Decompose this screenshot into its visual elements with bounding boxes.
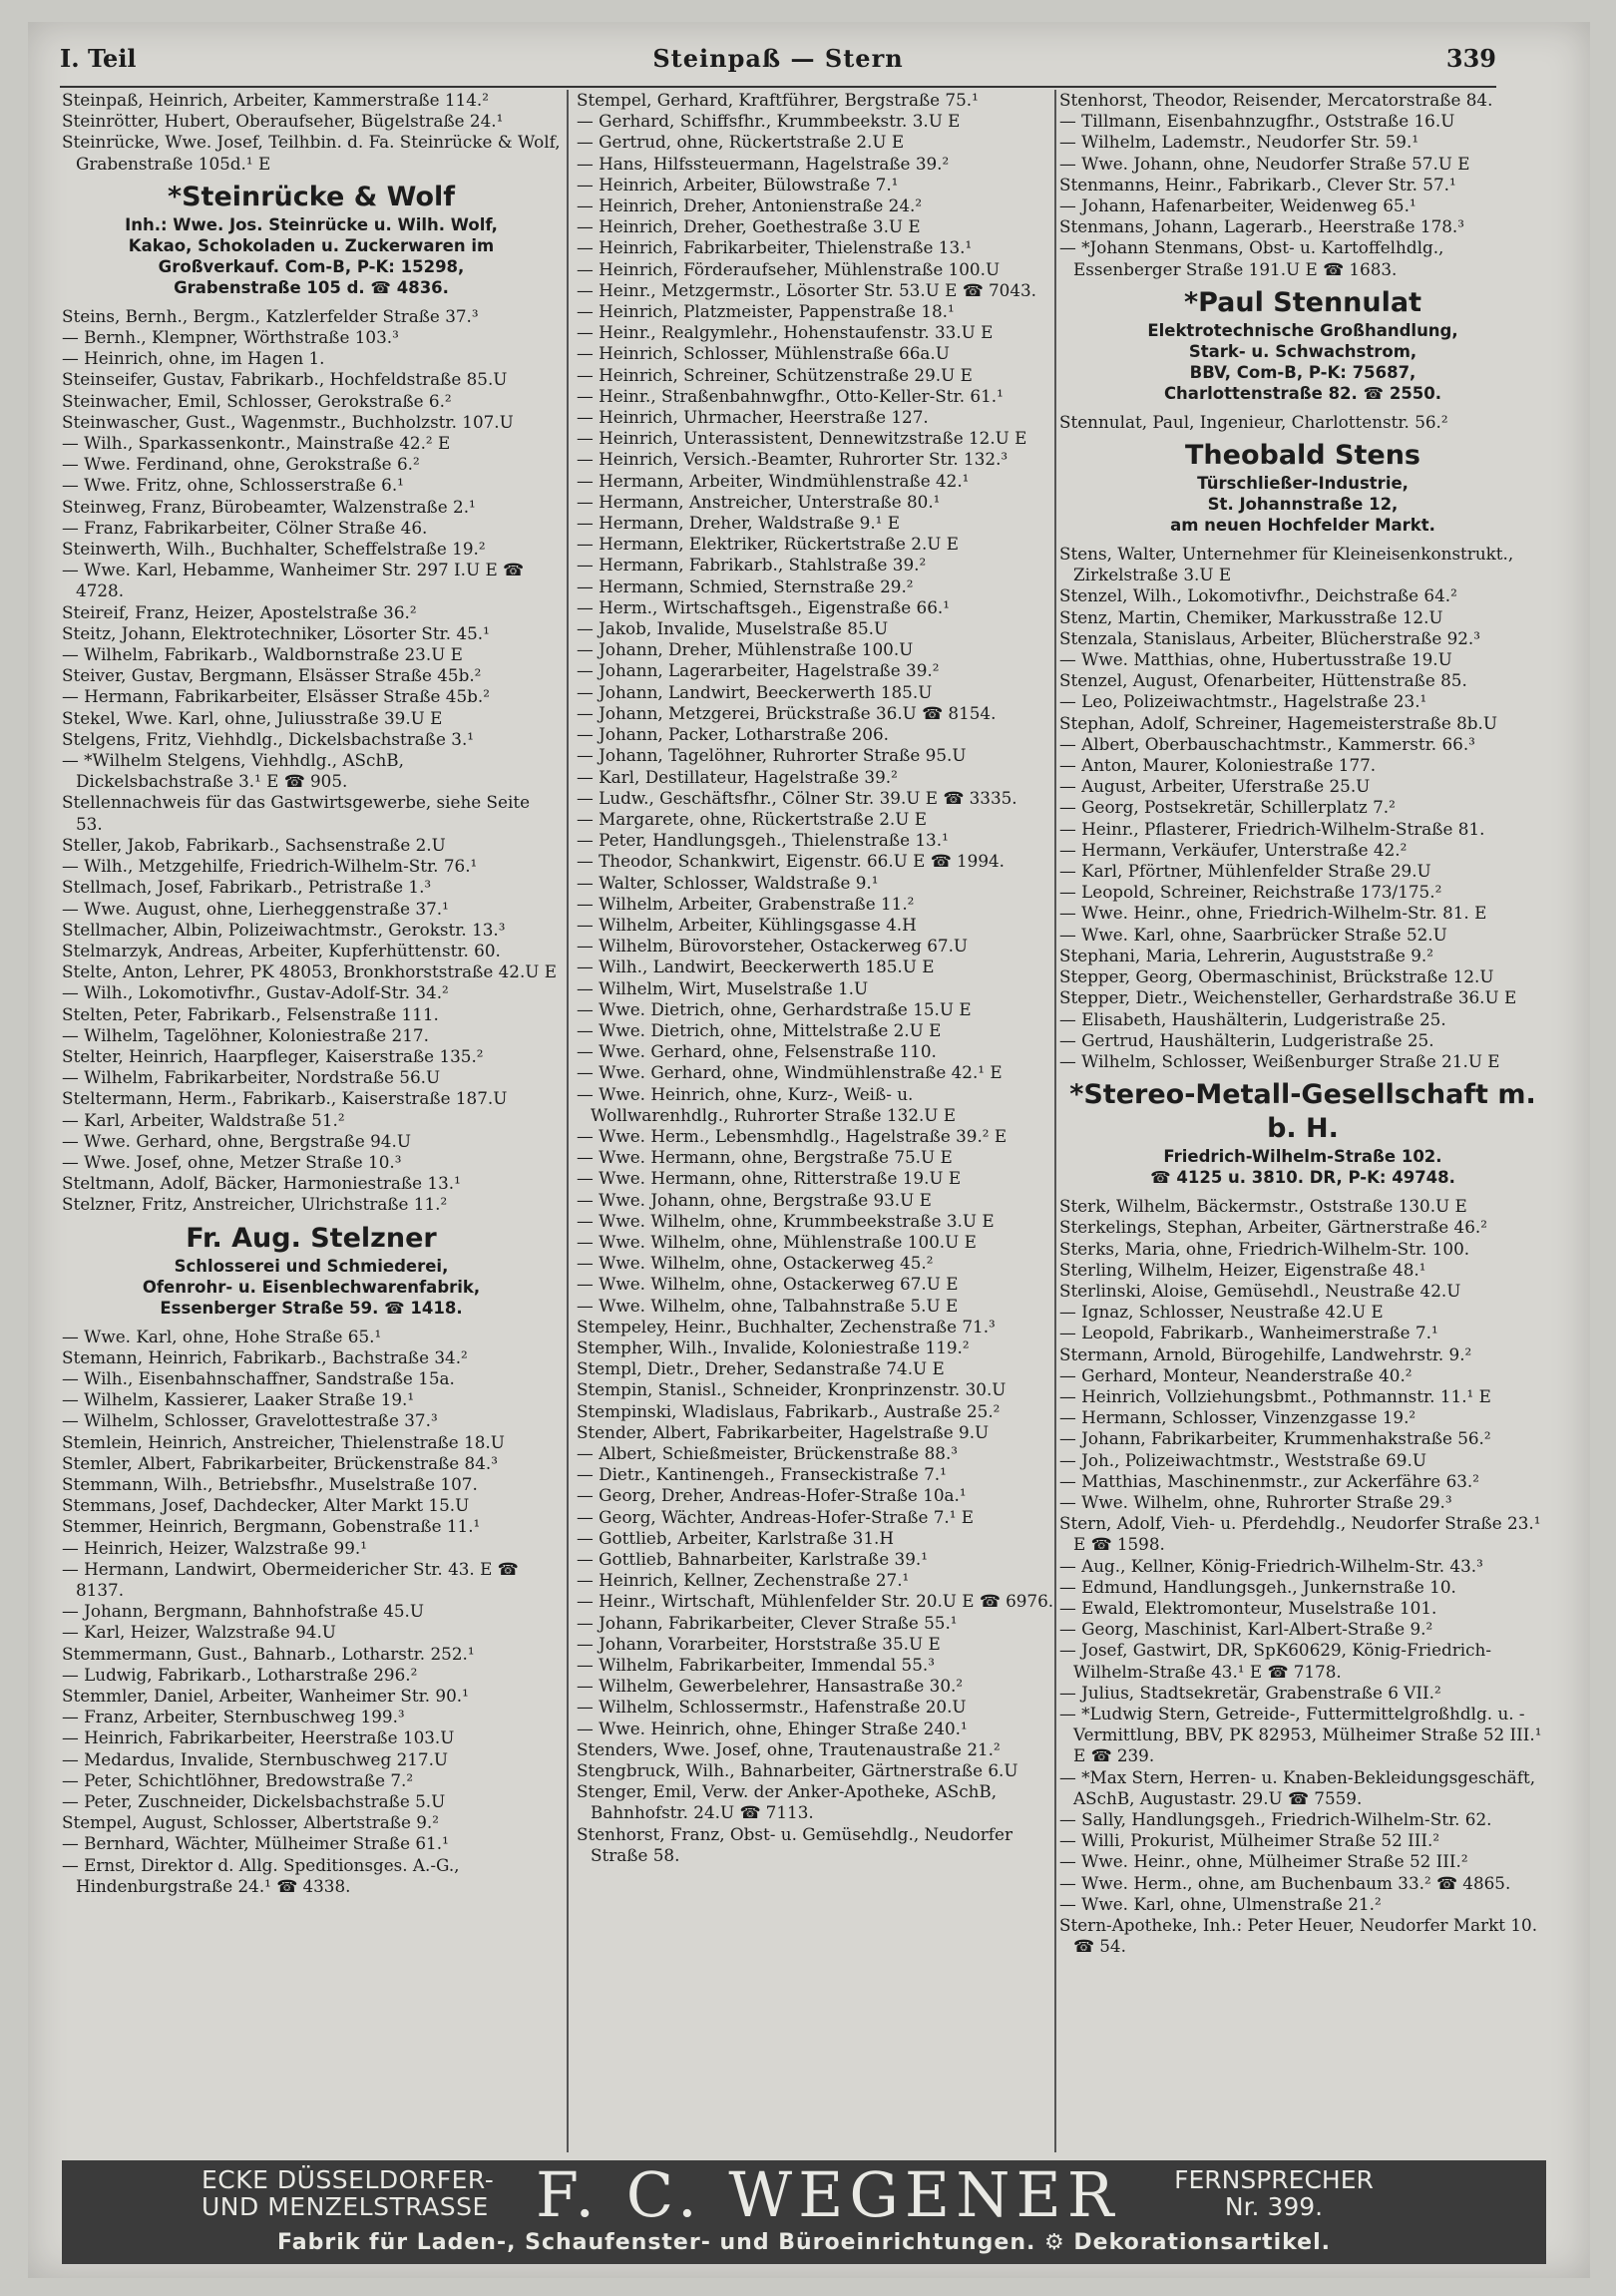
directory-entry: — Heinr., Realgymlehr., Hohenstaufenstr. 33.U E bbox=[577, 322, 994, 343]
directory-entry: Steinpaß, Heinrich, Arbeiter, Kammerstraße 114.² bbox=[62, 90, 489, 110]
directory-entry: Stempeley, Heinr., Buchhalter, Zechenstraße 71.³ bbox=[577, 1316, 996, 1337]
directory-entry: — Wwe. Karl, Hebamme, Wanheimer Str. 297 I.U E ☎ 4728. bbox=[62, 560, 524, 601]
directory-entry: — Heinrich, Dreher, Goethestraße 3.U E bbox=[577, 216, 921, 237]
directory-entry: — Gertrud, Haushälterin, Ludgeristraße 25. bbox=[1059, 1029, 1434, 1050]
advertisement-line: Essenberger Straße 59. ☎ 1418. bbox=[160, 1298, 463, 1318]
directory-entry: Stelgens, Fritz, Viehhdlg., Dickelsbachstraße 3.¹ bbox=[62, 728, 475, 749]
directory-entry: — Johann, Metzgerei, Brückstraße 36.U ☎ 8154. bbox=[577, 702, 997, 723]
directory-entry: — Joh., Polizeiwachtmstr., Weststraße 69.U bbox=[1059, 1449, 1426, 1470]
directory-entry: — Wilhelm, Arbeiter, Grabenstraße 11.² bbox=[577, 893, 915, 914]
directory-entry: Stenhorst, Theodor, Reisender, Mercatorstraße 84. bbox=[1059, 90, 1493, 110]
directory-entry: — Tillmann, Eisenbahnzugfhr., Oststraße 16.U bbox=[1059, 111, 1455, 132]
directory-entry: Sterk, Wilhelm, Bäckermstr., Oststraße 130.U E bbox=[1059, 1196, 1467, 1217]
directory-entry: — Wilhelm, Kassierer, Laaker Straße 19.¹ bbox=[62, 1389, 415, 1410]
column-3 bbox=[1059, 90, 1546, 2152]
directory-entry: — Wwe. Hermann, ohne, Ritterstraße 19.U E bbox=[577, 1168, 962, 1189]
directory-entry: — *Wilhelm Stelgens, Viehhdlg., ASchB, Dickelsbachstraße 3.¹ E ☎ 905. bbox=[62, 750, 404, 792]
directory-entry: Stemmann, Wilh., Betriebsfhr., Muselstraße 107. bbox=[62, 1473, 478, 1494]
directory-entry: — Hermann, Anstreicher, Unterstraße 80.¹ bbox=[577, 491, 941, 512]
directory-entry: — Wilhelm, Fabrikarbeiter, Nordstraße 56.U bbox=[62, 1067, 441, 1088]
directory-entry: — Wwe. Hermann, ohne, Bergstraße 75.U E bbox=[577, 1147, 953, 1168]
directory-entry: — Franz, Fabrikarbeiter, Cölner Straße 46. bbox=[62, 517, 428, 538]
directory-entry: Stenzala, Stanislaus, Arbeiter, Blücherstraße 92.³ bbox=[1059, 627, 1480, 648]
directory-entry: — Medardus, Invalide, Sternbuschweg 217.U bbox=[62, 1748, 449, 1769]
directory-entry: — Heinrich, Platzmeister, Pappenstraße 18.¹ bbox=[577, 301, 955, 322]
advertisement-title: Fr. Aug. Stelzner bbox=[186, 1222, 437, 1254]
directory-entry: Stellmacher, Albin, Polizeiwachtmstr., Gerokstr. 13.³ bbox=[62, 919, 506, 940]
directory-entry: Stemmler, Daniel, Arbeiter, Wanheimer Str. 90.¹ bbox=[62, 1686, 469, 1706]
directory-entry: Stempl, Dietr., Dreher, Sedanstraße 74.U E bbox=[577, 1358, 945, 1379]
directory-entry: — Wilhelm, Gewerbelehrer, Hansastraße 30.² bbox=[577, 1676, 964, 1697]
directory-entry: — Wwe. Karl, ohne, Ulmenstraße 21.² bbox=[1059, 1893, 1382, 1914]
directory-entry: — Wilh., Lokomotivfhr., Gustav-Adolf-Str. 34.² bbox=[62, 982, 449, 1003]
directory-entry: — Wilh., Eisenbahnschaffner, Sandstraße 15a. bbox=[62, 1367, 455, 1388]
directory-entry: — Wwe. Heinrich, ohne, Ehinger Straße 240.¹ bbox=[577, 1718, 968, 1738]
directory-entry: — *Max Stern, Herren- u. Knaben-Bekleidungsgeschäft, ASchB, Augustastr. 29.U ☎ 7559. bbox=[1059, 1766, 1536, 1808]
directory-entry: Steinwascher, Gust., Wagenmstr., Buchholzstr. 107.U bbox=[62, 411, 514, 432]
directory-entry: Stelmarzyk, Andreas, Arbeiter, Kupferhüttenstr. 60. bbox=[62, 940, 501, 960]
directory-entry: — Hans, Hilfssteuermann, Hagelstraße 39.² bbox=[577, 153, 950, 174]
directory-entry: — Johann, Bergmann, Bahnhofstraße 45.U bbox=[62, 1601, 425, 1622]
directory-entry: — Wwe. Johann, ohne, Bergstraße 93.U E bbox=[577, 1189, 932, 1210]
directory-entry: — Wwe. Ferdinand, ohne, Gerokstraße 6.² bbox=[62, 454, 420, 475]
directory-entry: — Hermann, Landwirt, Obermeidericher Str. 43. E ☎ 8137. bbox=[62, 1558, 519, 1600]
directory-entry: — Johann, Fabrikarbeiter, Clever Straße 55.¹ bbox=[577, 1612, 958, 1633]
directory-entry: — Wilhelm, Fabrikarb., Waldbornstraße 23.U E bbox=[62, 644, 463, 665]
directory-entry: — Johann, Hafenarbeiter, Weidenweg 65.¹ bbox=[1059, 195, 1416, 216]
directory-entry: Stenmans, Johann, Lagerarb., Heerstraße 178.³ bbox=[1059, 216, 1464, 237]
directory-entry: — Gottlieb, Arbeiter, Karlstraße 31.H bbox=[577, 1527, 894, 1548]
directory-entry: Stellennachweis für das Gastwirtsgewerbe, siehe Seite 53. bbox=[62, 792, 530, 834]
directory-entry: — Georg, Postsekretär, Schillerplatz 7.² bbox=[1059, 797, 1396, 818]
banner-phone bbox=[1114, 2166, 1433, 2220]
directory-entry: Stemlein, Heinrich, Anstreicher, Thielenstraße 18.U bbox=[62, 1431, 505, 1452]
display-advertisement bbox=[1059, 1078, 1546, 1188]
directory-entry: — Heinr., Metzgermstr., Lösorter Str. 53.U E ☎ 7043. bbox=[577, 279, 1037, 300]
directory-entry: — Albert, Oberbauschachtmstr., Kammerstr. 66.³ bbox=[1059, 733, 1475, 754]
directory-entry: — Heinrich, Dreher, Antonienstraße 24.² bbox=[577, 195, 923, 216]
directory-entry: — Wilh., Landwirt, Beeckerwerth 185.U E bbox=[577, 957, 935, 977]
advertisement-line: Türschließer-Industrie, bbox=[1197, 474, 1409, 494]
directory-entry: — Ignaz, Schlosser, Neustraße 42.U E bbox=[1059, 1302, 1384, 1323]
directory-entry: — Heinrich, Arbeiter, Bülowstraße 7.¹ bbox=[577, 174, 899, 194]
directory-entry: — Hermann, Schlosser, Vinzenzgasse 19.² bbox=[1059, 1407, 1416, 1428]
directory-entry: — Heinrich, Fabrikarbeiter, Thielenstraße 13.¹ bbox=[577, 237, 973, 258]
advertisement-line: St. Johannstraße 12, bbox=[1207, 495, 1399, 515]
directory-entry: — *Johann Stenmans, Obst- u. Kartoffelhdlg., Essenberger Straße 191.U E ☎ 1683. bbox=[1059, 237, 1444, 279]
directory-entry: — Ludw., Geschäftsfhr., Cölner Str. 39.U E ☎ 3335. bbox=[577, 787, 1017, 808]
directory-entry: Stenzel, August, Ofenarbeiter, Hüttenstraße 85. bbox=[1059, 670, 1467, 691]
directory-entry: Stephan, Adolf, Schreiner, Hagemeisterstraße 8b.U bbox=[1059, 712, 1498, 733]
directory-entry: — Wwe. Wilhelm, ohne, Talbahnstraße 5.U E bbox=[577, 1295, 959, 1316]
advertisement-line: ☎ 4125 u. 3810. DR, P-K: 49748. bbox=[1150, 1168, 1455, 1188]
directory-entry: — Matthias, Maschinenmstr., zur Ackerfähre 63.² bbox=[1059, 1470, 1479, 1491]
directory-entry: — Heinrich, Vollziehungsbmt., Pothmannstr. 11.¹ E bbox=[1059, 1385, 1491, 1406]
directory-entry: Stennulat, Paul, Ingenieur, Charlottenstr. 56.² bbox=[1059, 411, 1448, 432]
directory-entry: — Wwe. Fritz, ohne, Schlosserstraße 6.¹ bbox=[62, 475, 404, 496]
directory-entry: Stelzner, Fritz, Anstreicher, Ulrichstraße 11.² bbox=[62, 1194, 448, 1215]
directory-entry: — Karl, Arbeiter, Waldstraße 51.² bbox=[62, 1109, 345, 1130]
directory-entry: — Heinr., Wirtschaft, Mühlenfelder Str. 20.U E ☎ 6976. bbox=[577, 1591, 1054, 1612]
directory-entry: — Wwe. Wilhelm, ohne, Mühlenstraße 100.U E bbox=[577, 1231, 977, 1252]
directory-entry: Steins, Bernh., Bergm., Katzlerfelder Straße 37.³ bbox=[62, 305, 479, 326]
directory-entry: Steinweg, Franz, Bürobeamter, Walzenstraße 2.¹ bbox=[62, 496, 476, 517]
directory-entry: — Heinrich, Förderaufseher, Mühlenstraße 100.U bbox=[577, 258, 1001, 279]
header-rule bbox=[60, 86, 1496, 88]
display-advertisement bbox=[1059, 439, 1546, 536]
directory-entry: Stelter, Heinrich, Haarpfleger, Kaiserstraße 135.² bbox=[62, 1045, 484, 1066]
directory-entry: — Wwe. Gerhard, ohne, Felsenstraße 110. bbox=[577, 1041, 937, 1062]
directory-entry: — Wilhelm, Schlosser, Weißenburger Straße 21.U E bbox=[1059, 1050, 1500, 1071]
column-divider bbox=[567, 90, 569, 2152]
directory-entry: — Walter, Schlosser, Waldstraße 9.¹ bbox=[577, 872, 879, 893]
directory-entry: — Wwe. Dietrich, ohne, Gerhardstraße 15.U E bbox=[577, 998, 972, 1019]
directory-entry: — Franz, Arbeiter, Sternbuschweg 199.³ bbox=[62, 1707, 405, 1727]
directory-entry: Stekel, Wwe. Karl, ohne, Juliusstraße 39.U E bbox=[62, 707, 443, 728]
directory-entry: — Wilhelm, Fabrikarbeiter, Immendal 55.³ bbox=[577, 1655, 935, 1676]
directory-entry: — Heinr., Pflasterer, Friedrich-Wilhelm-Straße 81. bbox=[1059, 818, 1485, 839]
directory-entry: — Edmund, Handlungsgeh., Junkernstraße 10. bbox=[1059, 1576, 1456, 1597]
display-advertisement bbox=[1059, 286, 1546, 404]
directory-entry: — Hermann, Fabrikarbeiter, Elsässer Straße 45b.² bbox=[62, 686, 490, 707]
directory-entry: — Gerhard, Schiffsfhr., Krummbeekstr. 3.U E bbox=[577, 111, 961, 132]
directory-entry: Stellmach, Josef, Fabrikarb., Petristraße 1.³ bbox=[62, 877, 432, 898]
directory-entry: Sterks, Maria, ohne, Friedrich-Wilhelm-Str. 100. bbox=[1059, 1238, 1470, 1259]
directory-entry: Steltermann, Herm., Fabrikarb., Kaiserstraße 187.U bbox=[62, 1088, 508, 1109]
directory-entry: — Hermann, Verkäufer, Unterstraße 42.² bbox=[1059, 839, 1408, 860]
directory-entry: — Willi, Prokurist, Mülheimer Straße 52 III.² bbox=[1059, 1830, 1440, 1851]
page-header bbox=[60, 44, 1496, 84]
directory-entry: Steller, Jakob, Fabrikarb., Sachsenstraße 2.U bbox=[62, 834, 446, 855]
advertisement-banner bbox=[62, 2160, 1546, 2264]
directory-entry: — Hermann, Elektriker, Rückertstraße 2.U E bbox=[577, 534, 960, 555]
advertisement-line: Friedrich-Wilhelm-Straße 102. bbox=[1163, 1147, 1442, 1167]
banner-address-line: UND MENZELSTRASSE bbox=[202, 2192, 489, 2221]
directory-entry: — Wwe. Heinr., ohne, Friedrich-Wilhelm-Str. 81. E bbox=[1059, 903, 1487, 924]
directory-entry: — Wwe. Wilhelm, ohne, Ostackerweg 67.U E bbox=[577, 1274, 959, 1295]
directory-entry: — Wwe. Karl, ohne, Saarbrücker Straße 52.U bbox=[1059, 924, 1447, 945]
display-advertisement bbox=[62, 181, 561, 298]
directory-entry: — Wilhelm, Bürovorsteher, Ostackerweg 67.U bbox=[577, 936, 969, 957]
directory-entry: Stengbruck, Wilh., Bahnarbeiter, Gärtnerstraße 6.U bbox=[577, 1760, 1018, 1781]
directory-entry: — Peter, Schichtlöhner, Bredowstraße 7.² bbox=[62, 1769, 414, 1790]
advertisement-line: Elektrotechnische Großhandlung, bbox=[1147, 320, 1458, 340]
directory-entry: — Julius, Stadtsekretär, Grabenstraße 6 VII.² bbox=[1059, 1682, 1441, 1703]
banner-address bbox=[202, 2166, 494, 2220]
directory-entry: — Elisabeth, Haushälterin, Ludgeristraße 25. bbox=[1059, 1008, 1446, 1029]
directory-entry: — Johann, Tagelöhner, Ruhrorter Straße 95.U bbox=[577, 745, 967, 766]
directory-entry: — Wilhelm, Schlosser, Gravelottestraße 37.³ bbox=[62, 1410, 438, 1431]
directory-entry: — Wwe. Gerhard, ohne, Bergstraße 94.U bbox=[62, 1130, 411, 1151]
directory-entry: — Wwe. Dietrich, ohne, Mittelstraße 2.U E bbox=[577, 1019, 942, 1040]
directory-entry: Stern-Apotheke, Inh.: Peter Heuer, Neudorfer Markt 10. ☎ 54. bbox=[1059, 1915, 1538, 1957]
directory-entry: — Dietr., Kantinengeh., Franseckistraße 7.¹ bbox=[577, 1464, 947, 1485]
directory-entry: Stermann, Arnold, Bürogehilfe, Landwehrstr. 9.² bbox=[1059, 1343, 1472, 1364]
directory-entry: — Leopold, Fabrikarb., Wanheimerstraße 7.¹ bbox=[1059, 1323, 1438, 1343]
directory-entry: — Aug., Kellner, König-Friedrich-Wilhelm-Str. 43.³ bbox=[1059, 1555, 1483, 1576]
directory-entry: — Wwe. Gerhard, ohne, Windmühlenstraße 42.¹ E bbox=[577, 1062, 1003, 1083]
directory-entry: — Wwe. Johann, ohne, Neudorfer Straße 57.U E bbox=[1059, 153, 1470, 174]
advertisement-line: Großverkauf. Com-B, P-K: 15298, bbox=[158, 256, 465, 276]
directory-entry: — Jakob, Invalide, Muselstraße 85.U bbox=[577, 618, 889, 639]
directory-entry: — Wwe. Heinr., ohne, Mülheimer Straße 52 III.² bbox=[1059, 1851, 1468, 1872]
advertisement-line: Inh.: Wwe. Jos. Steinrücke u. Wilh. Wolf, bbox=[125, 214, 498, 234]
directory-entry: — Bernhard, Wächter, Mülheimer Straße 61.¹ bbox=[62, 1833, 449, 1854]
column-1 bbox=[62, 90, 561, 2152]
directory-entry: — Ludwig, Fabrikarb., Lotharstraße 296.² bbox=[62, 1664, 418, 1685]
advertisement-line: BBV, Com-B, P-K: 75687, bbox=[1189, 362, 1416, 382]
directory-entry: — Leopold, Schreiner, Reichstraße 173/175.² bbox=[1059, 882, 1442, 903]
directory-entry: — Heinrich, Uhrmacher, Heerstraße 127. bbox=[577, 407, 929, 428]
directory-entry: — Heinrich, Unterassistent, Dennewitzstraße 12.U E bbox=[577, 428, 1027, 449]
directory-entry: — Heinrich, Schlosser, Mühlenstraße 66a.U bbox=[577, 343, 950, 364]
banner-phone-number: Nr. 399. bbox=[1224, 2192, 1324, 2221]
advertisement-title: *Steinrücke & Wolf bbox=[167, 181, 456, 212]
directory-entry: Stepper, Dietr., Weichensteller, Gerhardstraße 36.U E bbox=[1059, 987, 1517, 1008]
directory-entry: Stemann, Heinrich, Fabrikarb., Bachstraße 34.² bbox=[62, 1346, 468, 1367]
directory-entry: Sterlinski, Aloise, Gemüsehdl., Neustraße 42.U bbox=[1059, 1280, 1461, 1301]
advertisement-title: Theobald Stens bbox=[1185, 440, 1420, 472]
directory-entry: — Gottlieb, Bahnarbeiter, Karlstraße 39.¹ bbox=[577, 1549, 928, 1570]
advertisement-title: *Paul Stennulat bbox=[1184, 286, 1421, 318]
directory-entry: — Wilh., Sparkassenkontr., Mainstraße 42.² E bbox=[62, 433, 451, 454]
advertisement-line: Schlosserei und Schmiederei, bbox=[174, 1256, 449, 1276]
part-label: I. Teil bbox=[60, 44, 137, 73]
directory-entry: Stern, Adolf, Vieh- u. Pferdehdlg., Neudorfer Straße 23.¹ E ☎ 1598. bbox=[1059, 1513, 1541, 1555]
directory-entry: — Hermann, Arbeiter, Windmühlenstraße 42.¹ bbox=[577, 470, 970, 491]
directory-entry: Stenders, Wwe. Josef, ohne, Trautenaustraße 21.² bbox=[577, 1738, 1001, 1759]
directory-entry: Stempher, Wilh., Invalide, Koloniestraße 119.² bbox=[577, 1337, 970, 1357]
directory-entry: — Johann, Lagerarbeiter, Hagelstraße 39.² bbox=[577, 660, 940, 681]
banner-company-name: F. C. WEGENER bbox=[536, 2158, 1120, 2231]
directory-entry: — *Ludwig Stern, Getreide-, Futtermittelgroßhdlg. u. -Vermittlung, BBV, PK 82953, Mülheimer Straße 52 III.¹ E ☎ 239. bbox=[1059, 1703, 1542, 1766]
directory-entry: — Wwe. Wilhelm, ohne, Ruhrorter Straße 29.³ bbox=[1059, 1491, 1452, 1512]
directory-entry: Stempel, Gerhard, Kraftführer, Bergstraße 75.¹ bbox=[577, 90, 979, 110]
directory-entry: — Wwe. Josef, ohne, Metzer Straße 10.³ bbox=[62, 1151, 402, 1172]
directory-entry: — Peter, Zuschneider, Dickelsbachstraße 5.U bbox=[62, 1791, 446, 1812]
directory-entry: — August, Arbeiter, Uferstraße 25.U bbox=[1059, 776, 1371, 797]
directory-entry: Steitz, Johann, Elektrotechniker, Lösorter Str. 45.¹ bbox=[62, 622, 490, 643]
directory-entry: Stelte, Anton, Lehrer, PK 48053, Bronkhorststraße 42.U E bbox=[62, 961, 558, 982]
directory-entry: — Wwe. Heinrich, ohne, Kurz-, Weiß- u. Wollwarenhdlg., Ruhrorter Straße 132.U E bbox=[577, 1083, 956, 1125]
directory-entry: — Gertrud, ohne, Rückertstraße 2.U E bbox=[577, 132, 905, 153]
directory-entry: — Wilhelm, Arbeiter, Kühlingsgasse 4.H bbox=[577, 914, 917, 935]
advertisement-title: *Stereo-Metall-Gesellschaft m. b. H. bbox=[1069, 1079, 1536, 1145]
directory-entry: — Wwe. Matthias, ohne, Hubertusstraße 19.U bbox=[1059, 649, 1452, 670]
directory-entry: Steinrötter, Hubert, Oberaufseher, Bügelstraße 24.¹ bbox=[62, 111, 504, 132]
directory-entry: — Heinrich, ohne, im Hagen 1. bbox=[62, 348, 325, 369]
directory-entry: Steinseifer, Gustav, Fabrikarb., Hochfeldstraße 85.U bbox=[62, 369, 508, 390]
directory-entry: Steltmann, Adolf, Bäcker, Harmoniestraße 13.¹ bbox=[62, 1173, 461, 1194]
directory-entry: — Johann, Packer, Lotharstraße 206. bbox=[577, 724, 889, 745]
directory-entry: Stenz, Martin, Chemiker, Markusstraße 12.U bbox=[1059, 606, 1443, 627]
advertisement-line: Grabenstraße 105 d. ☎ 4836. bbox=[174, 277, 449, 297]
directory-entry: — Ernst, Direktor d. Allg. Speditionsges. A.-G., Hindenburgstraße 24.¹ ☎ 4338. bbox=[62, 1854, 460, 1896]
advertisement-line: Charlottenstraße 82. ☎ 2550. bbox=[1163, 383, 1442, 403]
directory-entry: — Ewald, Elektromonteur, Muselstraße 101. bbox=[1059, 1597, 1437, 1618]
directory-entry: Stemmermann, Gust., Bahnarb., Lotharstr. 252.¹ bbox=[62, 1643, 475, 1664]
directory-entry: — Johann, Fabrikarbeiter, Krummenhakstraße 56.² bbox=[1059, 1428, 1491, 1449]
directory-entry: — Georg, Wächter, Andreas-Hofer-Straße 7.¹ E bbox=[577, 1506, 975, 1527]
directory-entry: Stemler, Albert, Fabrikarbeiter, Brückenstraße 84.³ bbox=[62, 1452, 498, 1473]
directory-entry: — Wwe. Wilhelm, ohne, Ostackerweg 45.² bbox=[577, 1253, 934, 1274]
directory-entry: — Bernh., Klempner, Wörthstraße 103.³ bbox=[62, 327, 399, 348]
directory-entry: — Georg, Maschinist, Karl-Albert-Straße 9.² bbox=[1059, 1619, 1433, 1640]
directory-entry: Steinwacher, Emil, Schlosser, Gerokstraße 6.² bbox=[62, 390, 452, 411]
directory-entry: — Theodor, Schankwirt, Eigenstr. 66.U E ☎ 1994. bbox=[577, 851, 1006, 872]
directory-entry: — Karl, Heizer, Walzstraße 94.U bbox=[62, 1622, 336, 1643]
directory-entry: — Wilhelm, Schlossermstr., Hafenstraße 20.U bbox=[577, 1697, 967, 1718]
directory-entry: — Heinr., Straßenbahnwgfhr., Otto-Keller-Str. 61.¹ bbox=[577, 385, 1004, 406]
banner-phone-label: FERNSPRECHER bbox=[1174, 2165, 1374, 2194]
directory-entry: — Johann, Landwirt, Beeckerwerth 185.U bbox=[577, 681, 933, 702]
advertisement-line: Kakao, Schokoladen u. Zuckerwaren im bbox=[128, 235, 495, 255]
directory-entry: — Heinrich, Schreiner, Schützenstraße 29.U E bbox=[577, 364, 973, 385]
advertisement-line: Stark- u. Schwachstrom, bbox=[1188, 341, 1417, 361]
directory-entry: — Wilhelm, Lademstr., Neudorfer Str. 59.¹ bbox=[1059, 132, 1419, 153]
banner-address-line: ECKE DÜSSELDORFER- bbox=[202, 2165, 495, 2194]
directory-entry: — Herm., Wirtschaftsgeh., Eigenstraße 66.¹ bbox=[577, 596, 950, 617]
directory-entry: — Wwe. August, ohne, Lierheggenstraße 37.¹ bbox=[62, 898, 449, 919]
directory-entry: Steinwerth, Wilh., Buchhalter, Scheffelstraße 19.² bbox=[62, 539, 486, 560]
directory-entry: — Georg, Dreher, Andreas-Hofer-Straße 10a.¹ bbox=[577, 1485, 967, 1506]
directory-entry: — Hermann, Dreher, Waldstraße 9.¹ E bbox=[577, 513, 900, 534]
directory-entry: Stenzel, Wilh., Lokomotivfhr., Deichstraße 64.² bbox=[1059, 585, 1457, 606]
directory-entry: — Johann, Vorarbeiter, Horststraße 35.U E bbox=[577, 1633, 941, 1654]
directory-entry: Stender, Albert, Fabrikarbeiter, Hagelstraße 9.U bbox=[577, 1421, 990, 1442]
directory-entry: — Heinrich, Versich.-Beamter, Ruhrorter Str. 132.³ bbox=[577, 449, 1009, 470]
advertisement-line: am neuen Hochfelder Markt. bbox=[1170, 516, 1435, 536]
directory-entry: — Wilhelm, Tagelöhner, Koloniestraße 217. bbox=[62, 1024, 429, 1045]
page-number: 339 bbox=[1445, 44, 1496, 73]
directory-entry: Stephani, Maria, Lehrerin, Auguststraße 9.² bbox=[1059, 945, 1433, 965]
directory-entry: — Heinrich, Heizer, Walzstraße 99.¹ bbox=[62, 1537, 367, 1558]
directory-entry: — Albert, Schießmeister, Brückenstraße 88.³ bbox=[577, 1443, 959, 1463]
directory-entry: — Josef, Gastwirt, DR, SpK60629, König-Friedrich-Wilhelm-Straße 43.¹ E ☎ 7178. bbox=[1059, 1640, 1492, 1682]
directory-entry: — Sally, Handlungsgeh., Friedrich-Wilhelm-Str. 62. bbox=[1059, 1809, 1492, 1829]
directory-entry: Stemmer, Heinrich, Bergmann, Gobenstraße 11.¹ bbox=[62, 1516, 481, 1537]
directory-entry: — Leo, Polizeiwachtmstr., Hagelstraße 23.¹ bbox=[1059, 691, 1427, 712]
directory-entry: — Anton, Maurer, Koloniestraße 177. bbox=[1059, 755, 1377, 776]
directory-entry: — Wilhelm, Wirt, Muselstraße 1.U bbox=[577, 977, 869, 998]
directory-entry: Stemmans, Josef, Dachdecker, Alter Markt 15.U bbox=[62, 1495, 470, 1516]
directory-entry: Steireif, Franz, Heizer, Apostelstraße 36.² bbox=[62, 601, 417, 622]
display-advertisement bbox=[62, 1222, 561, 1319]
directory-entry: Sterkelings, Stephan, Arbeiter, Gärtnerstraße 46.² bbox=[1059, 1217, 1487, 1238]
banner-tagline: Fabrik für Laden-, Schaufenster- und Büroeinrichtungen. ⚙ Dekorationsartikel. bbox=[277, 2230, 1331, 2255]
directory-entry: — Peter, Handlungsgeh., Thielenstraße 13.¹ bbox=[577, 830, 949, 851]
directory-entry: — Wwe. Herm., ohne, am Buchenbaum 33.² ☎ 4865. bbox=[1059, 1872, 1511, 1893]
directory-entry: — Karl, Destillateur, Hagelstraße 39.² bbox=[577, 766, 898, 787]
directory-entry: Stenger, Emil, Verw. der Anker-Apotheke, ASchB, Bahnhofstr. 24.U ☎ 7113. bbox=[577, 1781, 998, 1823]
directory-entry: — Hermann, Fabrikarb., Stahlstraße 39.² bbox=[577, 555, 927, 575]
directory-entry: Stempinski, Wladislaus, Fabrikarb., Austraße 25.² bbox=[577, 1400, 1001, 1421]
advertisement-line: Ofenrohr- u. Eisenblechwarenfabrik, bbox=[142, 1277, 481, 1297]
running-title: Steinpaß — Stern bbox=[652, 44, 904, 73]
directory-entry: Steiver, Gustav, Bergmann, Elsässer Straße 45b.² bbox=[62, 665, 482, 686]
directory-entry: — Heinrich, Kellner, Zechenstraße 27.¹ bbox=[577, 1570, 910, 1591]
directory-entry: — Hermann, Schmied, Sternstraße 29.² bbox=[577, 575, 914, 596]
directory-entry: Stenhorst, Franz, Obst- u. Gemüsehdlg., Neudorfer Straße 58. bbox=[577, 1823, 1012, 1865]
directory-entry: Stens, Walter, Unternehmer für Kleineisenkonstrukt., Zirkelstraße 3.U E bbox=[1059, 544, 1514, 585]
column-divider bbox=[1054, 90, 1056, 2152]
directory-entry: Stempin, Stanisl., Schneider, Kronprinzenstr. 30.U bbox=[577, 1379, 1007, 1400]
directory-entry: Stepper, Georg, Obermaschinist, Brückstraße 12.U bbox=[1059, 966, 1494, 987]
directory-entry: Stempel, August, Schlosser, Albertstraße 9.² bbox=[62, 1812, 439, 1833]
directory-entry: — Wwe. Herm., Lebensmhdlg., Hagelstraße 39.² E bbox=[577, 1125, 1008, 1146]
column-2 bbox=[577, 90, 1055, 2152]
directory-entry: — Heinrich, Fabrikarbeiter, Heerstraße 103.U bbox=[62, 1727, 455, 1748]
directory-entry: — Wwe. Wilhelm, ohne, Krummbeekstraße 3.U E bbox=[577, 1210, 995, 1231]
directory-entry: — Gerhard, Monteur, Neanderstraße 40.² bbox=[1059, 1364, 1413, 1385]
directory-entry: — Wwe. Karl, ohne, Hohe Straße 65.¹ bbox=[62, 1326, 382, 1346]
directory-entry: — Johann, Dreher, Mühlenstraße 100.U bbox=[577, 639, 914, 660]
directory-entry: Stelten, Peter, Fabrikarb., Felsenstraße 111. bbox=[62, 1003, 439, 1024]
directory-entry: — Karl, Pförtner, Mühlenfelder Straße 29.U bbox=[1059, 861, 1431, 882]
directory-entry: Stenmanns, Heinr., Fabrikarb., Clever Str. 57.¹ bbox=[1059, 174, 1456, 194]
directory-entry: — Wilh., Metzgehilfe, Friedrich-Wilhelm-Str. 76.¹ bbox=[62, 856, 478, 877]
directory-entry: Sterling, Wilhelm, Heizer, Eigenstraße 48.¹ bbox=[1059, 1259, 1426, 1280]
directory-entry: — Margarete, ohne, Rückertstraße 2.U E bbox=[577, 808, 927, 829]
directory-entry: Steinrücke, Wwe. Josef, Teilhbin. d. Fa. Steinrücke & Wolf, Grabenstraße 105d.¹ E bbox=[62, 132, 561, 174]
